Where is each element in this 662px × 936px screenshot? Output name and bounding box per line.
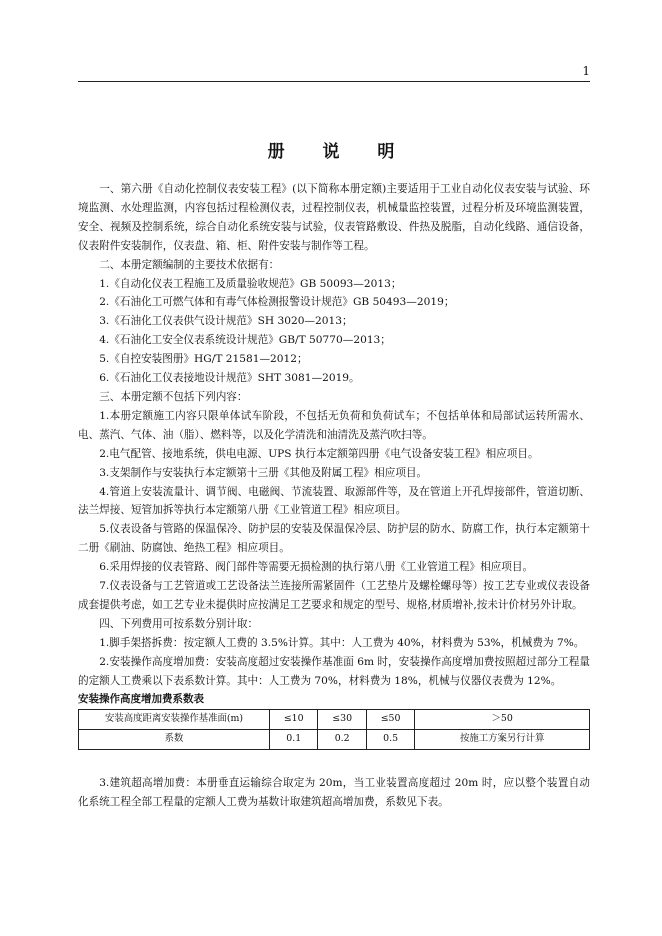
fee-item: 2.安装操作高度增加费：安装高度超过安装操作基准面 6m 时，安装操作高度增加费按照超过部分工程量的定额人工费乘以下表系数计算。其中：人工费为 70%，材料费为 18%，机械与仪器仪表费为 12%。 xyxy=(78,655,590,687)
basis-item: 2.《石油化工可燃气体和有毒气体检测报警设计规范》GB 50493—2019； xyxy=(99,296,455,309)
table-cell: 0.2 xyxy=(318,730,366,750)
table-cell: ≤30 xyxy=(318,710,366,730)
basis-item: 3.《石油化工仪表供气设计规范》SH 3020—2013； xyxy=(99,315,353,328)
basis-item: 5.《自控安装图册》HG/T 21581—2012； xyxy=(99,353,308,366)
exclusion-item: 3.支架制作与安装执行本定额第十三册《其他及附属工程》相应项目。 xyxy=(99,466,428,479)
table-cell: 系数 xyxy=(79,730,270,750)
basis-item: 6.《石油化工仪表接地设计规范》SHT 3081—2019。 xyxy=(99,372,360,385)
header-rule xyxy=(78,81,590,82)
table-cell: 安装高度距离安装操作基准面(m) xyxy=(79,710,270,730)
exclusion-item: 7.仪表设备与工艺管道或工艺设备法兰连接所需紧固件（工艺垫片及螺栓螺母等）按工艺专业或仪表设备成套提供考虑，如工艺专业未提供时应按满足工艺要求和规定的型号、规格,材质增补,按未计价材另外计取。 xyxy=(78,580,590,611)
paragraph-scope: 一、第六册《自动化控制仪表安装工程》(以下简称本册定额)主要适用于工业自动化仪表安装与试验、环境监测、水处理监测，内容包括过程检测仪表，过程控制仪表，机械量监控装置，过程分析及环境监测装置，安全、视频及控制系统，综合自动化系统安装与试验，仪表管路敷设、件热及脱脂，自动化线路、通信设备，仪表附件安装制作，仪表盘、箱、柜、附件安装与制作等工程。 xyxy=(78,183,590,252)
table-cell: ＞50 xyxy=(415,710,590,730)
basis-item: 1.《自动化仪表工程施工及质量验收规范》GB 50093—2013； xyxy=(99,277,402,290)
page-title: 册 说 明 xyxy=(267,142,411,162)
table-header-row xyxy=(79,710,590,730)
paragraph-fees-heading: 四、下列费用可按系数分别计取： xyxy=(99,617,259,630)
exclusion-item: 1.本册定额施工内容只限单体试车阶段，不包括无负荷和负荷试车；不包括单体和局部试运转所需水、电、蒸汽、气体、油（脂）、燃料等，以及化学清洗和油清洗及蒸汽吹扫等。 xyxy=(78,409,590,441)
fee-item: 3.建筑超高增加费：本册垂直运输综合取定为 20m，当工业装置高度超过 20m 时，应以整个装置自动化系统工程全部工程量的定额人工费为基数计取建筑超高增加费，系数见下表。 xyxy=(78,777,590,809)
table-cell: 0.1 xyxy=(270,730,318,750)
document-body xyxy=(78,180,590,812)
table-row xyxy=(79,730,590,750)
paragraph-exclusions-heading: 三、本册定额不包括下列内容： xyxy=(99,390,248,403)
table-cell: 按施工方案另行计算 xyxy=(415,730,590,750)
exclusion-item: 2.电气配管、接地系统，供电电源、UPS 执行本定额第四册《电气设备安装工程》相应项目。 xyxy=(99,447,539,460)
exclusion-item: 4.管道上安装流量计、调节阀、电磁阀、节流装置、取源部件等，及在管道上开孔焊接部件，管道切断、法兰焊接、短管加拆等执行本定额第八册《工业管道工程》相应项目。 xyxy=(78,485,590,517)
basis-item: 4.《石油化工安全仪表系统设计规范》GB/T 50770—2013； xyxy=(99,334,391,347)
table-caption: 安装操作高度增加费系数表 xyxy=(78,693,204,706)
table-cell: ≤50 xyxy=(366,710,414,730)
height-coefficient-table xyxy=(78,709,590,750)
exclusion-item: 5.仪表设备与管路的保温保冷、防护层的安装及保温保冷层、防护层的防水、防腐工作，执行本定额第十二册《刷油、防腐蚀、绝热工程》相应项目。 xyxy=(78,523,590,555)
page-number: 1 xyxy=(582,64,590,78)
table-cell: 0.5 xyxy=(366,730,414,750)
table-cell: ≤10 xyxy=(270,710,318,730)
fee-item: 1.脚手架搭拆费：按定额人工费的 3.5%计算。其中：人工费为 40%，材料费为 53%，机械费为 7%。 xyxy=(99,636,585,649)
exclusion-item: 6.采用焊接的仪表管路、阀门部件等需要无损检测的执行第八册《工业管道工程》相应项目。 xyxy=(99,561,534,574)
paragraph-basis-heading: 二、本册定额编制的主要技术依据有： xyxy=(99,258,280,271)
